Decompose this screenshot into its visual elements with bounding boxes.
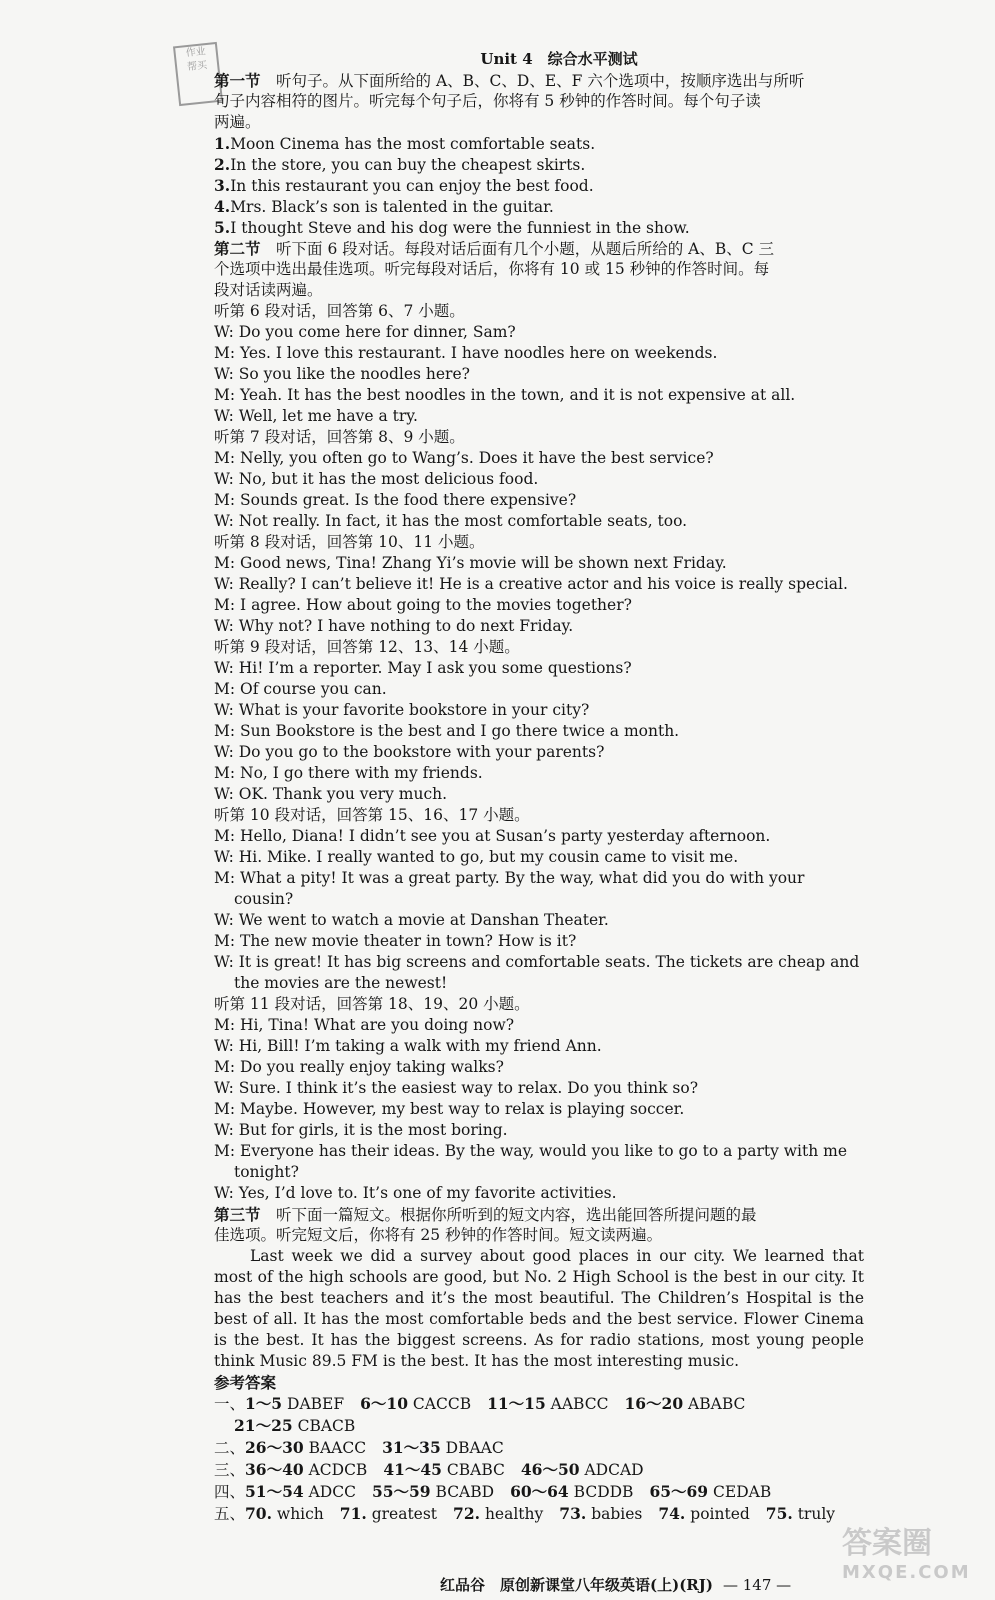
dialogue-line: W: OK. Thank you very much. [214, 785, 448, 803]
answer-value: truly [797, 1505, 836, 1523]
answer-range: 11～15 [487, 1394, 546, 1413]
dialogue-heading: 听第 9 段对话，回答第 12、13、14 小题。 [214, 638, 520, 656]
answer-range: 65～69 [649, 1482, 709, 1501]
listening-item [214, 217, 864, 238]
answer-item [234, 1417, 355, 1435]
stamp-text-2: 帮买 [186, 60, 208, 74]
answer-item [383, 1461, 505, 1479]
answer-item [245, 1461, 367, 1479]
section-3-instr-2: 佳选项。听完短文后，你将有 25 秒钟的作答时间。短文读两遍。 [214, 1226, 663, 1244]
section-1-instr-2: 句子内容相符的图片。听完每个句子后，你将有 5 秒钟的作答时间。每个句子读 [214, 92, 761, 110]
answer-part-label: 五、 [214, 1505, 246, 1523]
answer-item [521, 1461, 644, 1479]
answer-row [214, 1503, 864, 1525]
section-1-instr-3: 两遍。 [214, 113, 261, 131]
item-number: 1. [214, 134, 231, 153]
dialogue-line: W: What is your favorite bookstore in your city? [214, 701, 590, 719]
answer-item [487, 1395, 608, 1413]
answer-value: BCABD [435, 1483, 495, 1501]
watermark-logo [842, 1526, 982, 1590]
dialogue-line: M: Yeah. It has the best noodles in the town, and it is not expensive at all. [214, 386, 796, 404]
dialogue-heading: 听第 11 段对话，回答第 18、19、20 小题。 [214, 995, 530, 1013]
answer-rows [214, 1393, 864, 1525]
answer-row [214, 1481, 864, 1503]
answer-range: 46～50 [520, 1460, 580, 1479]
section-1-instr-1: 听句子。从下面所给的 A、B、C、D、E、F 六个选项中，按顺序选出与所听 [276, 72, 805, 90]
answer-item [372, 1483, 494, 1501]
answer-item [453, 1505, 543, 1523]
dialogue-line: W: Sure. I think it’s the easiest way to relax. Do you think so? [214, 1079, 699, 1097]
section-2-label: 第二节 [214, 239, 261, 258]
answer-range: 71. [339, 1504, 367, 1523]
section-1-items [214, 133, 864, 238]
answer-part-label: 一、 [214, 1395, 246, 1413]
answer-row [214, 1459, 864, 1481]
item-text: Mrs. Black’s son is talented in the guitar. [230, 198, 554, 216]
listening-item [214, 196, 864, 217]
answer-range: 16～20 [624, 1394, 684, 1413]
answer-part-label: 四、 [214, 1483, 246, 1501]
dialogue-line: W: It is great! It has big screens and comfortable seats. The tickets are cheap and [214, 953, 860, 971]
answer-value: CBABC [446, 1461, 505, 1479]
answer-item [245, 1439, 366, 1457]
answer-item [766, 1505, 835, 1523]
answer-item [360, 1395, 471, 1413]
dialogue-line: M: No, I go there with my friends. [214, 764, 483, 782]
item-number: 3. [214, 176, 231, 195]
dialogue-line: M: Yes. I love this restaurant. I have noodles here on weekends. [214, 344, 718, 362]
answer-value: AABCC [550, 1395, 609, 1413]
dialogue-continuation: the movies are the newest! [234, 974, 448, 992]
dialogue-line: M: Hello, Diana! I didn’t see you at Susan’s party yesterday afternoon. [214, 827, 771, 845]
answer-value: BCDDB [573, 1483, 634, 1501]
answer-range: 36～40 [245, 1460, 304, 1479]
answer-part-label: 三、 [214, 1461, 246, 1479]
answer-row [214, 1415, 864, 1437]
answer-value: BAACC [308, 1439, 367, 1457]
listening-item [214, 175, 864, 196]
answer-value: pointed [690, 1505, 750, 1523]
section-2-instr-1: 听下面 6 段对话。每段对话后面有几个小题，从题后所给的 A、B、C 三 [276, 240, 775, 258]
answer-item [340, 1505, 437, 1523]
answer-value: ADCAD [584, 1461, 644, 1479]
answer-range: 51～54 [245, 1482, 304, 1501]
answer-item [624, 1395, 745, 1413]
section-1 [214, 70, 864, 238]
dialogue-line: W: Do you go to the bookstore with your parents? [214, 743, 605, 761]
footer-page-number: — 147 — [722, 1576, 792, 1594]
answer-item [510, 1483, 633, 1501]
dialogue-line: M: Sounds great. Is the food there expensive? [214, 491, 577, 509]
watermark-text-bottom: MXQE.COM [842, 1562, 971, 1583]
dialogue-line: W: Do you come here for dinner, Sam? [214, 323, 516, 341]
dialogue-line: M: I agree. How about going to the movies together? [214, 596, 632, 614]
answer-range: 75. [765, 1504, 793, 1523]
section-3-label: 第三节 [214, 1205, 261, 1224]
dialogue-line: W: Not really. In fact, it has the most comfortable seats, too. [214, 512, 688, 530]
answer-item [245, 1483, 356, 1501]
answer-part-label: 二、 [214, 1439, 246, 1457]
dialogue-line: W: Hi, Bill! I’m taking a walk with my friend Ann. [214, 1037, 602, 1055]
dialogue-line: W: Hi. Mike. I really wanted to go, but my cousin came to visit me. [214, 848, 739, 866]
dialogue-continuation: tonight? [234, 1163, 299, 1181]
dialogue-line: W: We went to watch a movie at Danshan Theater. [214, 911, 609, 929]
item-text: In this restaurant you can enjoy the best food. [230, 177, 594, 195]
section-2-dialogues [214, 301, 864, 1204]
answer-value: CBACB [297, 1417, 356, 1435]
listening-item [214, 154, 864, 175]
answer-range: 60～64 [510, 1482, 569, 1501]
section-2-instr-3: 段对话读两遍。 [214, 281, 323, 299]
stamp-text-1: 作业 [185, 46, 207, 60]
dialogue-line: M: Nelly, you often go to Wang’s. Does it have the best service? [214, 449, 714, 467]
dialogue-heading: 听第 10 段对话，回答第 15、16、17 小题。 [214, 806, 530, 824]
dialogue-line: M: What a pity! It was a great party. By the way, what did you do with your [214, 869, 805, 887]
answer-value: ABABC [688, 1395, 746, 1413]
answer-range: 70. [245, 1504, 272, 1523]
answer-value: babies [591, 1505, 643, 1523]
answer-row [214, 1393, 864, 1415]
answer-value: which [276, 1505, 324, 1523]
answer-range: 31～35 [382, 1438, 441, 1457]
answer-range: 21～25 [234, 1416, 293, 1435]
answer-item [658, 1505, 749, 1523]
answer-item [245, 1395, 344, 1413]
section-3-instr-1: 听下面一篇短文。根据你所听到的短文内容，选出能回答所提问题的最 [276, 1206, 757, 1224]
listening-item [214, 133, 864, 154]
footer-book-title: 红品谷 原创新课堂八年级英语(上)(RJ) [440, 1576, 713, 1594]
dialogue-line: M: Hi, Tina! What are you doing now? [214, 1016, 515, 1034]
dialogue-line: W: Hi! I’m a reporter. May I ask you some questions? [214, 659, 632, 677]
page-title: Unit 4 综合水平测试 [480, 50, 638, 68]
dialogue-line: W: Why not? I have nothing to do next Friday. [214, 617, 574, 635]
dialogue-continuation: cousin? [234, 890, 294, 908]
answer-range: 55～59 [371, 1482, 431, 1501]
answer-range: 72. [453, 1504, 481, 1523]
dialogue-line: M: Good news, Tina! Zhang Yi’s movie will be shown next Friday. [214, 554, 727, 572]
item-text: In the store, you can buy the cheapest skirts. [230, 156, 586, 174]
watermark-text-top: 答案圈 [842, 1526, 932, 1561]
answer-value: ADCC [308, 1483, 356, 1501]
section-2 [214, 238, 864, 1204]
item-text: Moon Cinema has the most comfortable seats. [230, 135, 596, 153]
item-number: 2. [214, 155, 231, 174]
dialogue-line: M: Maybe. However, my best way to relax is playing soccer. [214, 1100, 685, 1118]
answer-range: 26～30 [245, 1438, 304, 1457]
answer-value: CEDAB [713, 1483, 772, 1501]
dialogue-line: W: Really? I can’t believe it! He is a creative actor and his voice is really special. [214, 575, 848, 593]
answer-value: ACDCB [308, 1461, 368, 1479]
answer-value: DBAAC [445, 1439, 504, 1457]
answer-range: 6～10 [360, 1394, 408, 1413]
item-number: 5. [214, 218, 231, 237]
section-2-instr-2: 个选项中选出最佳选项。听完每段对话后，你将有 10 或 15 秒钟的作答时间。每 [214, 260, 770, 278]
dialogue-line: W: Yes, I’d love to. It’s one of my favorite activities. [214, 1184, 617, 1202]
answer-range: 73. [559, 1504, 587, 1523]
dialogue-line: M: Of course you can. [214, 680, 387, 698]
dialogue-line: M: Everyone has their ideas. By the way, would you like to go to a party with me [214, 1142, 848, 1160]
answer-value: healthy [484, 1505, 544, 1523]
answer-range: 74. [658, 1504, 686, 1523]
section-1-label: 第一节 [214, 71, 261, 90]
section-3-passage: Last week we did a survey about good places in our city. We learned that most of the high schools are good, but No. 2 High School is the best in our city. It has the best teachers and it’s the most beautiful. The Children’s Hospital is the best of all. It has the most comfortable beds and the best service. Flower Cinema is the best. It has the biggest screens. As for radio stations, most young people think Music 89.5 FM is the best. It has the most interesting music. [214, 1247, 864, 1370]
answer-item [382, 1439, 504, 1457]
dialogue-line: W: No, but it has the most delicious food. [214, 470, 539, 488]
dialogue-heading: 听第 8 段对话，回答第 10、11 小题。 [214, 533, 485, 551]
answer-item [245, 1505, 324, 1523]
page-footer [440, 1574, 791, 1595]
dialogue-line: W: But for girls, it is the most boring. [214, 1121, 508, 1139]
answer-value: CACCB [412, 1395, 472, 1413]
answer-range: 1～5 [245, 1394, 283, 1413]
item-number: 4. [214, 197, 231, 216]
answer-item [559, 1505, 642, 1523]
dialogue-line: M: Sun Bookstore is the best and I go there twice a month. [214, 722, 680, 740]
answer-value: greatest [371, 1505, 438, 1523]
dialogue-heading: 听第 7 段对话，回答第 8、9 小题。 [214, 428, 465, 446]
answer-key [214, 1372, 864, 1525]
dialogue-line: W: Well, let me have a try. [214, 407, 418, 425]
answer-value: DABEF [287, 1395, 345, 1413]
answer-range: 41～45 [383, 1460, 442, 1479]
dialogue-line: W: So you like the noodles here? [214, 365, 470, 383]
answer-item [649, 1483, 771, 1501]
answer-row [214, 1437, 864, 1459]
answer-key-heading: 参考答案 [214, 1373, 277, 1392]
dialogue-heading: 听第 6 段对话，回答第 6、7 小题。 [214, 302, 465, 320]
dialogue-line: M: Do you really enjoy taking walks? [214, 1058, 504, 1076]
dialogue-line: M: The new movie theater in town? How is it? [214, 932, 577, 950]
item-text: I thought Steve and his dog were the funniest in the show. [230, 219, 690, 237]
section-3 [214, 1204, 864, 1372]
page-content [214, 48, 864, 1525]
